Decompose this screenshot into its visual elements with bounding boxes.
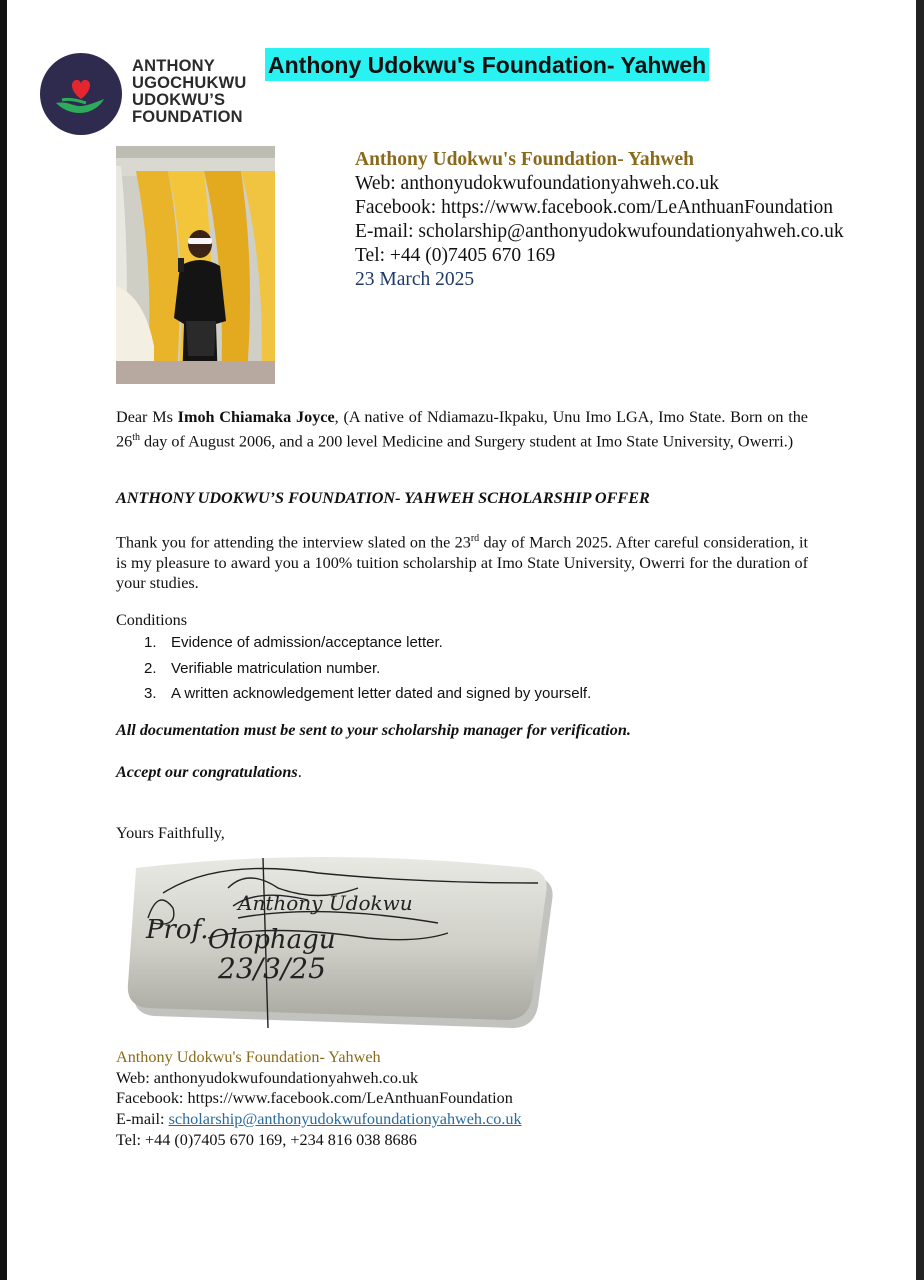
footer-contact (116, 1047, 522, 1151)
list-text: A written acknowledgement letter dated and signed by yourself. (171, 685, 592, 702)
conditions-title: Conditions (116, 611, 188, 629)
signature-image (118, 848, 558, 1038)
contact-facebook: Facebook: https://www.facebook.com/LeAnthuanFoundation (355, 197, 834, 218)
signature-date: 23/3/25 (218, 952, 326, 985)
documentation-note: All documentation must be sent to your scholarship manager for verification. (116, 721, 631, 739)
logo-line: FOUNDATION (132, 108, 243, 126)
salutation-prefix: Dear Ms (116, 408, 178, 426)
intro-text: , (A native of Ndiamazu-Ikpaku, Unu Imo LGA, Imo State. Born on the 26 (116, 408, 808, 450)
footer-email-row (116, 1109, 522, 1130)
offer-heading: ANTHONY UDOKWU’S FOUNDATION- YAHWEH SCHOLARSHIP OFFER (116, 489, 650, 507)
logo-wordmark (132, 58, 247, 126)
salutation-paragraph (116, 407, 808, 451)
list-number: 2. (144, 659, 157, 677)
closing: Yours Faithfully, (116, 824, 225, 842)
offer-text: Thank you for attending the interview slated on the 23 (116, 533, 471, 552)
list-item (144, 656, 591, 682)
letter-date: 23 March 2025 (355, 269, 475, 290)
congrats-period: . (297, 763, 302, 781)
footer-web: Web: anthonyudokwufoundationyahweh.co.uk (116, 1068, 419, 1087)
contact-web: Web: anthonyudokwufoundationyahweh.co.uk (355, 173, 719, 194)
footer-facebook: Facebook: https://www.facebook.com/LeAnthuanFoundation (116, 1089, 513, 1108)
list-item (144, 630, 591, 656)
banner-title: Anthony Udokwu's Foundation- Yahweh (265, 48, 709, 81)
list-text: Evidence of admission/acceptance letter. (171, 634, 443, 651)
signature-prof: Prof. (146, 915, 209, 945)
signature-name: Anthony Udokwu (238, 891, 413, 915)
contact-tel: Tel: +44 (0)7405 670 169 (355, 245, 556, 266)
intro-text-cont: day of August 2006, and a 200 level Medicine and Surgery student at Imo State University, Owerri.) (139, 431, 794, 450)
page-edge-right (916, 0, 924, 1280)
logo-line: ANTHONY (132, 57, 215, 75)
signature-scrawl: Olophagu (208, 925, 336, 955)
recipient-name: Imoh Chiamaka Joyce (177, 408, 335, 426)
list-item (144, 681, 591, 707)
ordinal-suffix: th (132, 431, 140, 443)
footer-email-link[interactable]: scholarship@anthonyudokwufoundationyahweh.co.uk (168, 1110, 522, 1129)
list-number: 1. (144, 634, 157, 651)
logo-line: UGOCHUKWU (132, 74, 247, 92)
ordinal-suffix: rd (470, 533, 480, 544)
contact-email: E-mail: scholarship@anthonyudokwufoundationyahweh.co.uk (355, 221, 844, 242)
logo-line: UDOKWU’S (132, 91, 226, 109)
congratulations-line (116, 763, 302, 782)
footer-org-name: Anthony Udokwu's Foundation- Yahweh (116, 1048, 381, 1066)
offer-text-cont: day of March 2025. After careful consideration, it is my pleasure to award you a 100% tuition scholarship at Imo State University, Owerri for the duration of your studies. (116, 533, 808, 593)
footer-email-label: E-mail: (116, 1110, 169, 1129)
foundation-logo-icon (40, 53, 122, 135)
footer-tel: Tel: +44 (0)7405 670 169, +234 816 038 8686 (116, 1130, 417, 1149)
page-edge-left (0, 0, 7, 1280)
recipient-photo (116, 146, 275, 384)
contact-block (355, 148, 844, 292)
list-number: 3. (144, 685, 157, 702)
offer-paragraph (116, 529, 808, 594)
congrats-text: Accept our congratulations (116, 763, 298, 781)
contact-org-name: Anthony Udokwu's Foundation- Yahweh (355, 149, 695, 170)
list-text: Verifiable matriculation number. (171, 659, 381, 677)
conditions-list (144, 630, 591, 707)
